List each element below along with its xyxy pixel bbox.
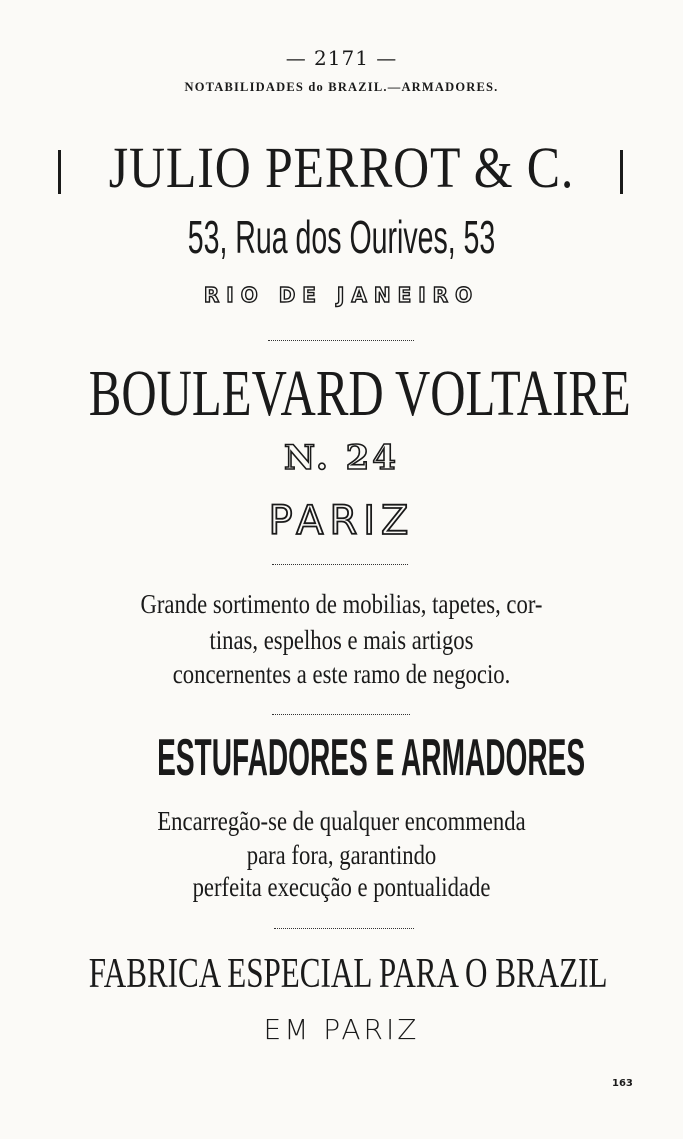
service-line: para fora, garantindo (246, 840, 437, 870)
branch-street: BOULEVARD VOLTAIRE (88, 357, 631, 430)
page-number: — 2171 — (285, 46, 398, 70)
running-head: NOTABILIDADES do BRAZIL.—ARMADORES. (184, 80, 499, 94)
divider (272, 564, 408, 565)
factory-heading: FABRICA ESPECIAL PARA O BRAZIL (88, 951, 608, 997)
company-address: 53, Rua dos Ourives, 53 (187, 211, 496, 263)
city-text: RIO DE JANEIRO (203, 283, 480, 307)
factory-location: EM PARIZ (263, 1013, 420, 1046)
divider (268, 340, 414, 341)
company-city (0, 283, 683, 307)
branch-number: N. 24 (284, 438, 399, 478)
divider (274, 928, 414, 929)
company-name: JULIO PERROT & C. (108, 135, 575, 200)
sheet-number: 163 (612, 1078, 633, 1089)
description-line: concernentes a este ramo de negocio. (172, 659, 511, 689)
branch-city: PARIZ (268, 498, 415, 544)
trade-heading: ESTUFADORES E ARMADORES (157, 729, 586, 787)
divider (272, 714, 410, 715)
service-line: perfeita execução e pontualidade (192, 872, 491, 902)
description-line: tinas, espelhos e mais artigos (209, 625, 474, 655)
service-line: Encarregão-se de qualquer encommenda (157, 806, 526, 836)
description-line: Grande sortimento de mobilias, tapetes, cor- (140, 589, 543, 619)
